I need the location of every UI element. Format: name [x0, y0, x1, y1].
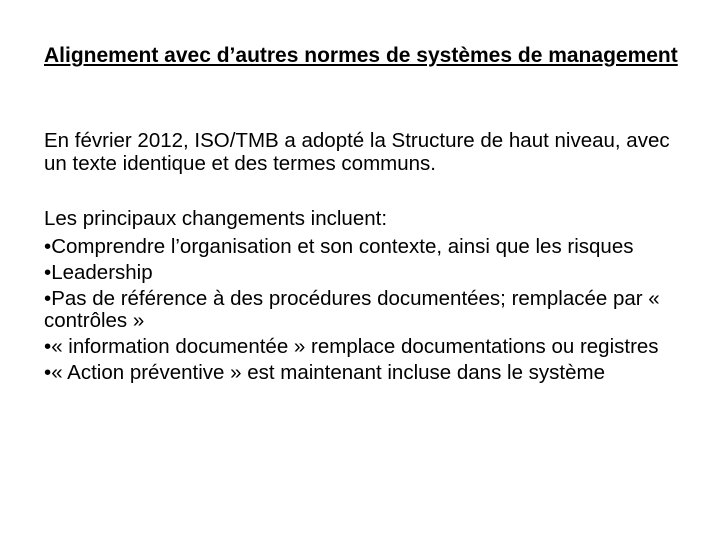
bullet-icon: • [44, 235, 52, 258]
list-item-text: Leadership [51, 261, 153, 284]
bullet-icon: • [44, 287, 52, 310]
intro-paragraph: En février 2012, ISO/TMB a adopté la Structure de haut niveau, avec un texte identique et des termes communs. [44, 129, 670, 175]
bullet-icon: • [44, 361, 52, 384]
list-item-text: Comprendre l’organisation et son contexte, ainsi que les risques [51, 235, 634, 258]
list-item [44, 362, 684, 384]
list-item-text: « information documentée » remplace documentations ou registres [51, 335, 659, 358]
list-item [44, 288, 684, 332]
bullet-icon: • [44, 261, 52, 284]
slide-title: Alignement avec d’autres normes de systèmes de management [44, 44, 678, 67]
changes-heading: Les principaux changements incluent: [44, 207, 388, 230]
list-item [44, 262, 684, 284]
list-item [44, 336, 684, 358]
changes-section [44, 206, 684, 384]
changes-list [44, 236, 684, 384]
bullet-icon: • [44, 335, 52, 358]
list-item-text: Pas de référence à des procédures documentées; remplacée par « contrôles » [44, 287, 660, 332]
list-item-text: « Action préventive » est maintenant incluse dans le système [51, 361, 605, 384]
list-item [44, 236, 684, 258]
